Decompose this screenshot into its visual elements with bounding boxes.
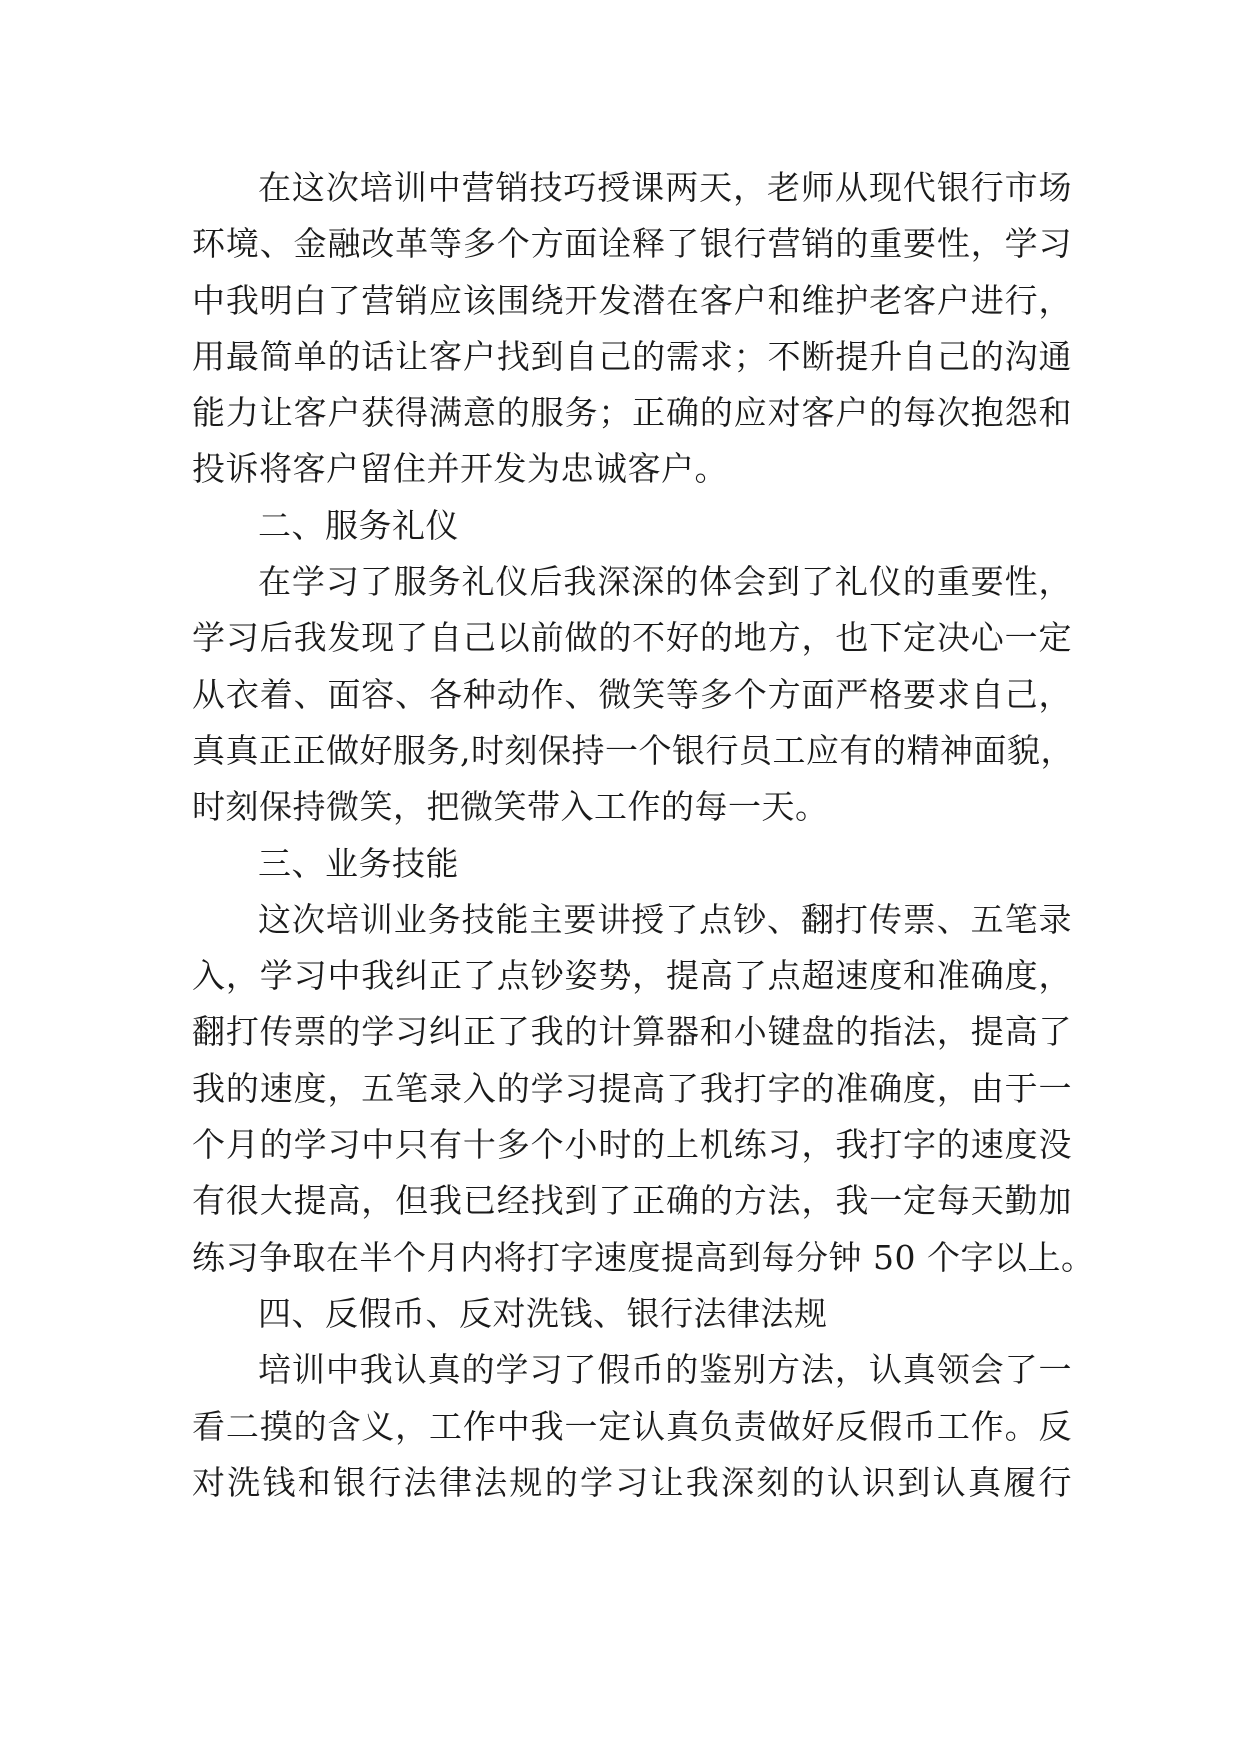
paragraph-service-etiquette [192, 554, 1072, 835]
text-line: 对洗钱和银行法律法规的学习让我深刻的认识到认真履行 [192, 1462, 1072, 1502]
text-line: 在学习了服务礼仪后我深深的体会到了礼仪的重要性， [258, 562, 1072, 602]
text-line: 从衣着、面容、各种动作、微笑等多个方面严格要求自己， [192, 674, 1072, 714]
text-line: 中我明白了营销应该围绕开发潜在客户和维护老客户进行， [192, 280, 1072, 320]
section-heading-anti-counterfeit-laws: 四、反假币、反对洗钱、银行法律法规 [258, 1293, 828, 1333]
text-line: 环境、金融改革等多个方面诠释了银行营销的重要性，学习 [192, 224, 1072, 264]
text-line: 翻打传票的学习纠正了我的计算器和小键盘的指法，提高了 [192, 1012, 1072, 1052]
text-line: 个月的学习中只有十多个小时的上机练习，我打字的速度没 [192, 1125, 1072, 1165]
text-line: 时刻保持微笑，把微笑带入工作的每一天。 [192, 787, 829, 827]
text-line: 在这次培训中营销技巧授课两天，老师从现代银行市场 [258, 168, 1072, 207]
paragraph-marketing-skills [192, 160, 1072, 498]
text-line: 用最简单的话让客户找到自己的需求；不断提升自己的沟通 [192, 336, 1072, 376]
text-line: 练习争取在半个月内将打字速度提高到每分钟 50 个字以上。 [192, 1237, 1095, 1277]
text-line: 有很大提高，但我已经找到了正确的方法，我一定每天勤加 [192, 1181, 1072, 1221]
text-line: 这次培训业务技能主要讲授了点钞、翻打传票、五笔录 [258, 899, 1072, 939]
text-line: 我的速度，五笔录入的学习提高了我打字的准确度，由于一 [192, 1068, 1072, 1108]
paragraph-anti-counterfeit-laws [192, 1342, 1072, 1511]
text-line: 培训中我认真的学习了假币的鉴别方法，认真领会了一 [258, 1350, 1072, 1390]
document-page [192, 160, 1095, 1511]
text-line: 看二摸的含义，工作中我一定认真负责做好反假币工作。反 [192, 1406, 1072, 1446]
paragraph-business-skills [192, 892, 1095, 1286]
section-heading-business-skills: 三、业务技能 [258, 843, 459, 883]
text-line: 学习后我发现了自己以前做的不好的地方，也下定决心一定 [192, 618, 1072, 658]
section-heading-service-etiquette: 二、服务礼仪 [258, 505, 459, 545]
text-line: 入，学习中我纠正了点钞姿势，提高了点超速度和准确度， [192, 956, 1072, 996]
text-line: 能力让客户获得满意的服务；正确的应对客户的每次抱怨和 [192, 393, 1072, 433]
text-line: 真真正正做好服务,时刻保持一个银行员工应有的精神面貌， [192, 730, 1074, 770]
text-line: 投诉将客户留住并开发为忠诚客户。 [192, 449, 728, 489]
